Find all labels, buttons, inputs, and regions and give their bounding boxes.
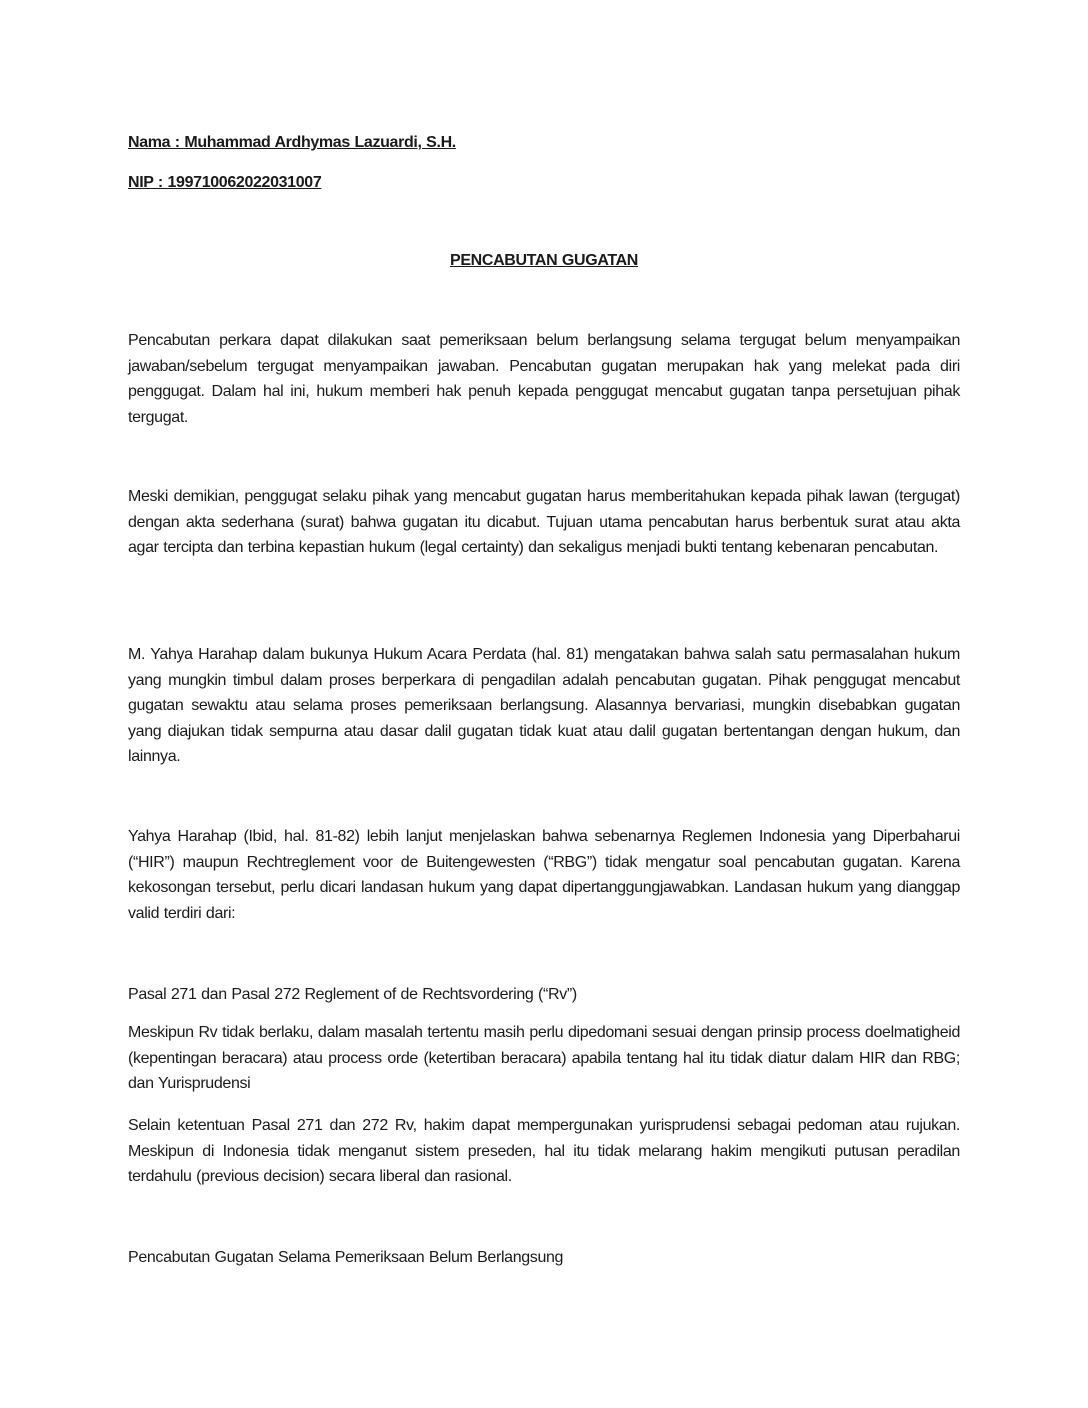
paragraph-2: Meski demikian, penggugat selaku pihak yang mencabut gugatan harus memberitahukan kepada pihak lawan (tergugat) dengan akta sederhana (surat) bahwa gugatan itu dicabut. Tujuan utama pencabutan harus berbentuk surat atau akta agar tercipta dan terbina kepastian hukum (legal certainty) dan sekaligus menjadi bukti tentang kebenaran pencabutan. bbox=[128, 488, 960, 557]
paragraph-4: Yahya Harahap (Ibid, hal. 81-82) lebih lanjut menjelaskan bahwa sebenarnya Reglemen Indonesia yang Diperbaharui (“HIR”) maupun Rechtreglement voor de Buitengewesten (“RBG”) tidak mengatur soal pencabutan gugatan. Karena kekosongan tersebut, perlu dicari landasan hukum yang dapat dipertanggungjawabkan. Landasan hukum yang dianggap valid terdiri dari: bbox=[128, 828, 960, 922]
paragraph-5: Meskipun Rv tidak berlaku, dalam masalah tertentu masih perlu dipedomani sesuai dengan prinsip process doelmatigheid (kepentingan beracara) atau process orde (ketertiban beracara) apabila tentang hal itu tidak diatur dalam HIR dan RBG; dan Yurisprudensi bbox=[128, 1024, 960, 1093]
paragraph-3: M. Yahya Harahap dalam bukunya Hukum Acara Perdata (hal. 81) mengatakan bahwa salah satu permasalahan hukum yang mungkin timbul dalam proses berperkara di pengadilan adalah pencabutan gugatan. Pihak penggugat mencabut gugatan sewaktu atau selama proses pemeriksaan berlangsung. Alasannya bervariasi, mungkin disebabkan gugatan yang diajukan tidak sempurna atau dasar dalil gugatan tidak kuat atau dalil gugatan bertentangan dengan hukum, dan lainnya. bbox=[128, 646, 960, 766]
paragraph-1: Pencabutan perkara dapat dilakukan saat pemeriksaan belum berlangsung selama tergugat belum menyampaikan jawaban/sebelum tergugat menyampaikan jawaban. Pencabutan gugatan merupakan hak yang melekat pada diri penggugat. Dalam hal ini, hukum memberi hak penuh kepada penggugat mencabut gugatan tanpa persetujuan pihak tergugat. bbox=[128, 332, 960, 426]
section-heading-pencabutan: Pencabutan Gugatan Selama Pemeriksaan Belum Berlangsung bbox=[128, 1249, 564, 1266]
paragraph-6: Selain ketentuan Pasal 271 dan 272 Rv, hakim dapat mempergunakan yurisprudensi sebagai pedoman atau rujukan. Meskipun di Indonesia tidak menganut sistem preseden, hal itu tidak melarang hakim mengikuti putusan peradilan terdahulu (previous decision) secara liberal dan rasional. bbox=[128, 1117, 960, 1186]
section-heading-pasal: Pasal 271 dan Pasal 272 Reglement of de Rechtsvordering (“Rv”) bbox=[128, 986, 577, 1003]
document-title: PENCABUTAN GUGATAN bbox=[450, 252, 638, 269]
author-nip: NIP : 199710062022031007 bbox=[128, 174, 322, 191]
author-name: Nama : Muhammad Ardhymas Lazuardi, S.H. bbox=[128, 134, 456, 151]
